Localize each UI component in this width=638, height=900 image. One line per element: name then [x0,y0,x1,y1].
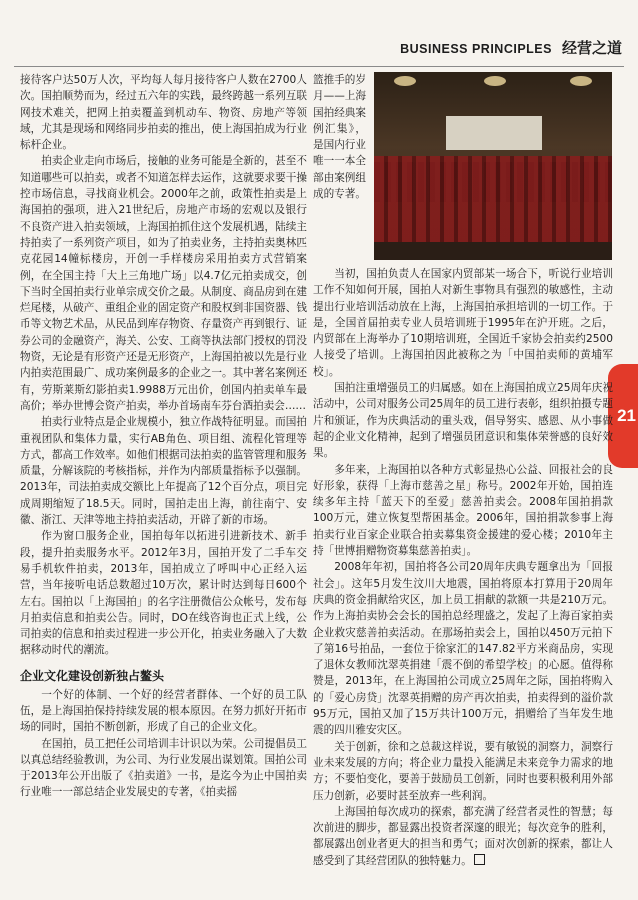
running-header [400,37,622,58]
section-title: 企业文化建设创新独占鳌头 [20,668,165,683]
paragraph: 篮推手的岁月——上海国拍经典案例汇集》，是国内行业唯一一本全部由案例组成的专著。 [313,74,366,201]
paragraph: 接待客户达50万人次，平均每人每月接待客户人数在2700人次。国拍顺势而为，经过五六年的实践，最终跨越一系列互联网技术难关，把网上拍卖覆盖到机动车、物资、房地产等领域，尤其是现场和网络同步拍卖的推出，使上海国拍成为行业标杆企业。 [20,74,307,152]
paragraph: 拍卖行业特点是企业规模小，独立作战特征明显。而国拍重视团队和集体力量，实行AB角色、项目组、流程化管理等方式，都高工作效率。如他们根据司法拍卖的监管管理和服务质量，分解该院的考核指标，并作为内部质量指标予以强制。2013年，司法拍卖成交额比上年提高了12个百分点，项目完成周期缩短了18.5天。同时，国拍走出上海，前往南宁、安徽、浙江、天津等地主持拍卖活动，开辟了新的市场。 [20,416,307,527]
ceiling-lamp [484,76,506,86]
paragraph [313,804,613,869]
left-column [20,72,307,801]
header-chinese: 经营之道 [561,39,622,57]
paragraph: 一个好的体制、一个好的经营者群体、一个好的员工队伍，是上海国拍保持持续发展的根本原因。在努力抓好开拓市场的同时，国拍不断创新，形成了自己的企业文化。 [20,688,307,734]
paragraph: 当初，国拍负责人在国家内贸部某一场合下，听说行业培训工作不知如何开展，国拍人对新生事物具有强烈的敏感性，主动提出行业培训活动放在上海，上海国拍承担培训的一切工作。于是，全国首届拍卖专业人员培训班于1995年在沪开班。之后，内贸部在上海举办了10期培训班，全国近千家协会拍卖约2500人接受了培训。上海国拍因此被称之为「中国拍卖师的黄埔军校」。 [313,268,613,378]
photo-block [313,72,613,266]
paragraph: 国拍注重增强员工的归属感。如在上海国拍成立25周年庆祝活动中，公司对服务公司25周年的员工进行表彰，组织拍摄专题片和颁证，作为庆典活动的重头戏，倡导努实、感恩、从小事做起的企业文化精神，起到了增强员团意识和集体荣誉感的良好效果。 [313,382,613,460]
paragraph-text: 上海国拍每次成功的探索，都充满了经营者灵性的智慧；每次前进的脚步，都显露出投资者深邃的眼光；每次竞争的胜利，都展露出创业者更大的担当和勇气；面对次创新的探索，都让人感受到了其经营团队的独特魅力。 [313,805,613,867]
right-column [313,72,613,869]
paragraph: 拍卖企业走向市场后，接触的业务可能是全新的，甚至不知道哪些可以拍卖，或者不知道怎样去运作，这就要求要干操控市场信息，寻找商业机会。2000年之前，政策性拍卖是上海国拍的强项，进入21世纪后，房地产市场的宏观以及银行不良资产进入拍卖领域，上海国拍抓住这个发展机遇，陆续主持拍卖了一系列资产项目，如为了拍卖业务，主持拍卖奥林匹克花园14幢标楼房，开创一手样楼房采用拍卖方式营销案例，在全国主持「大上三角地广场」以4.7亿元拍卖成交，创下当时全国拍卖行业单宗成交价之最。从制度、商品房到在建烂尾楼，从破产、重组企业的固定资产和股权到非国资器、钱币等文物艺术品，从民品到库存物资、存量资产再到银行、证券公司的金融资产，海关、公安、工商等执法部门授权的罚没物资，无论是有形资产还是无形资产，上海国拍被以先是行业内拍卖范围最广、成功案例最多的企业之一。其中著名案例还有，劳斯莱斯幻影拍卖1.9988万元出价，创国内拍卖单车最高价；举办世博会资产拍卖，举办首场南车芬台酒拍卖会…… [20,155,307,412]
paragraph: 2008年年初，国拍将各公司20周年庆典专题拿出为「回报社会」。这年5月发生汶川大地震，国拍将原本打算用于20周年庆典的资金捐献给灾区，加上员工捐献的款额一共是210万元。作为上海拍卖协会会长的国拍总经理盛之，发起了上海百家拍卖企业救灾慈善拍卖活动。在那场拍卖会上，国拍以450万元拍下了第16号拍品，一套位于徐家汇的147.82平方米商品房，实现了退休女教师沈翠英捐建「震不倒的希望学校」的心愿。值得称赞是，2013年，在上海国拍公司成立25周年之际，国拍将购入的「爱心房贷」沈翠英捐赠的房产再次拍卖，拍卖得到的溢价款95万元，国拍又加了15万共计100万元，捐赠给了当年发生地震的四川雅安灾区。 [313,561,613,737]
header-english: BUSINESS PRINCIPLES [400,42,552,56]
paragraph: 在国拍，员工把任公司培训丰计识以为荣。公司提倡员工以真总结经验教训，为公司、为行业发展出谋划策。国拍公司于2013年公开出版了《拍卖道》一书，是迄今为止中国拍卖行业唯一一部总结企业发展史的专著，《拍卖摇 [20,737,307,799]
ceiling-lamp [394,76,416,86]
ceiling-lamp [570,76,592,86]
floor [374,242,612,260]
paragraph: 关于创新，徐和之总裁这样说，要有敏锐的洞察力，洞察行业未来发展的方向；将企业力量投入能满足未来竞争力需求的地方；不要怕变化，要善于鼓励员工创新，同时也要积极利用外部压力创新，必要时甚至放弃一些利润。 [313,740,613,802]
projection-screen [446,116,542,150]
page-number: 21 [617,406,636,425]
paragraph: 作为窗口服务企业，国拍每年以拓进引进新技术、新手段，提升拍卖服务水平。2012年3月，国拍开发了二手车交易手机软件拍卖，2013年，国拍成立了呼叫中心正经入运营，当年接听电话总数超过10万次，累计时达到每日600个左右。国拍以「上海国拍」的名字注册微信公众帐号，发布每月拍卖信息和拍卖公告。同时，DO在线咨询也正式上线，公司拍卖的信息和拍卖过程进一步公开化，拍卖业务融入了大数据移动时代的潮流。 [20,530,307,657]
end-mark-icon [474,854,485,865]
paragraph: 多年来，上海国拍以各种方式彰显热心公益、回报社会的良好形象，获得「上海市慈善之星」称号。2002年开始，国拍连续多年主持「蓝天下的至爱」慈善拍卖会。2008年国拍捐款100万元，建立恢复型帮困基金。2006年，国拍捐款参事上海拍卖行业百家企业联合拍卖募集资金援建的爱心楼；2010年主持「世博捐赠物资募集慈善拍卖」。 [313,463,613,558]
header-rule [14,66,624,67]
conference-photo [374,72,612,260]
